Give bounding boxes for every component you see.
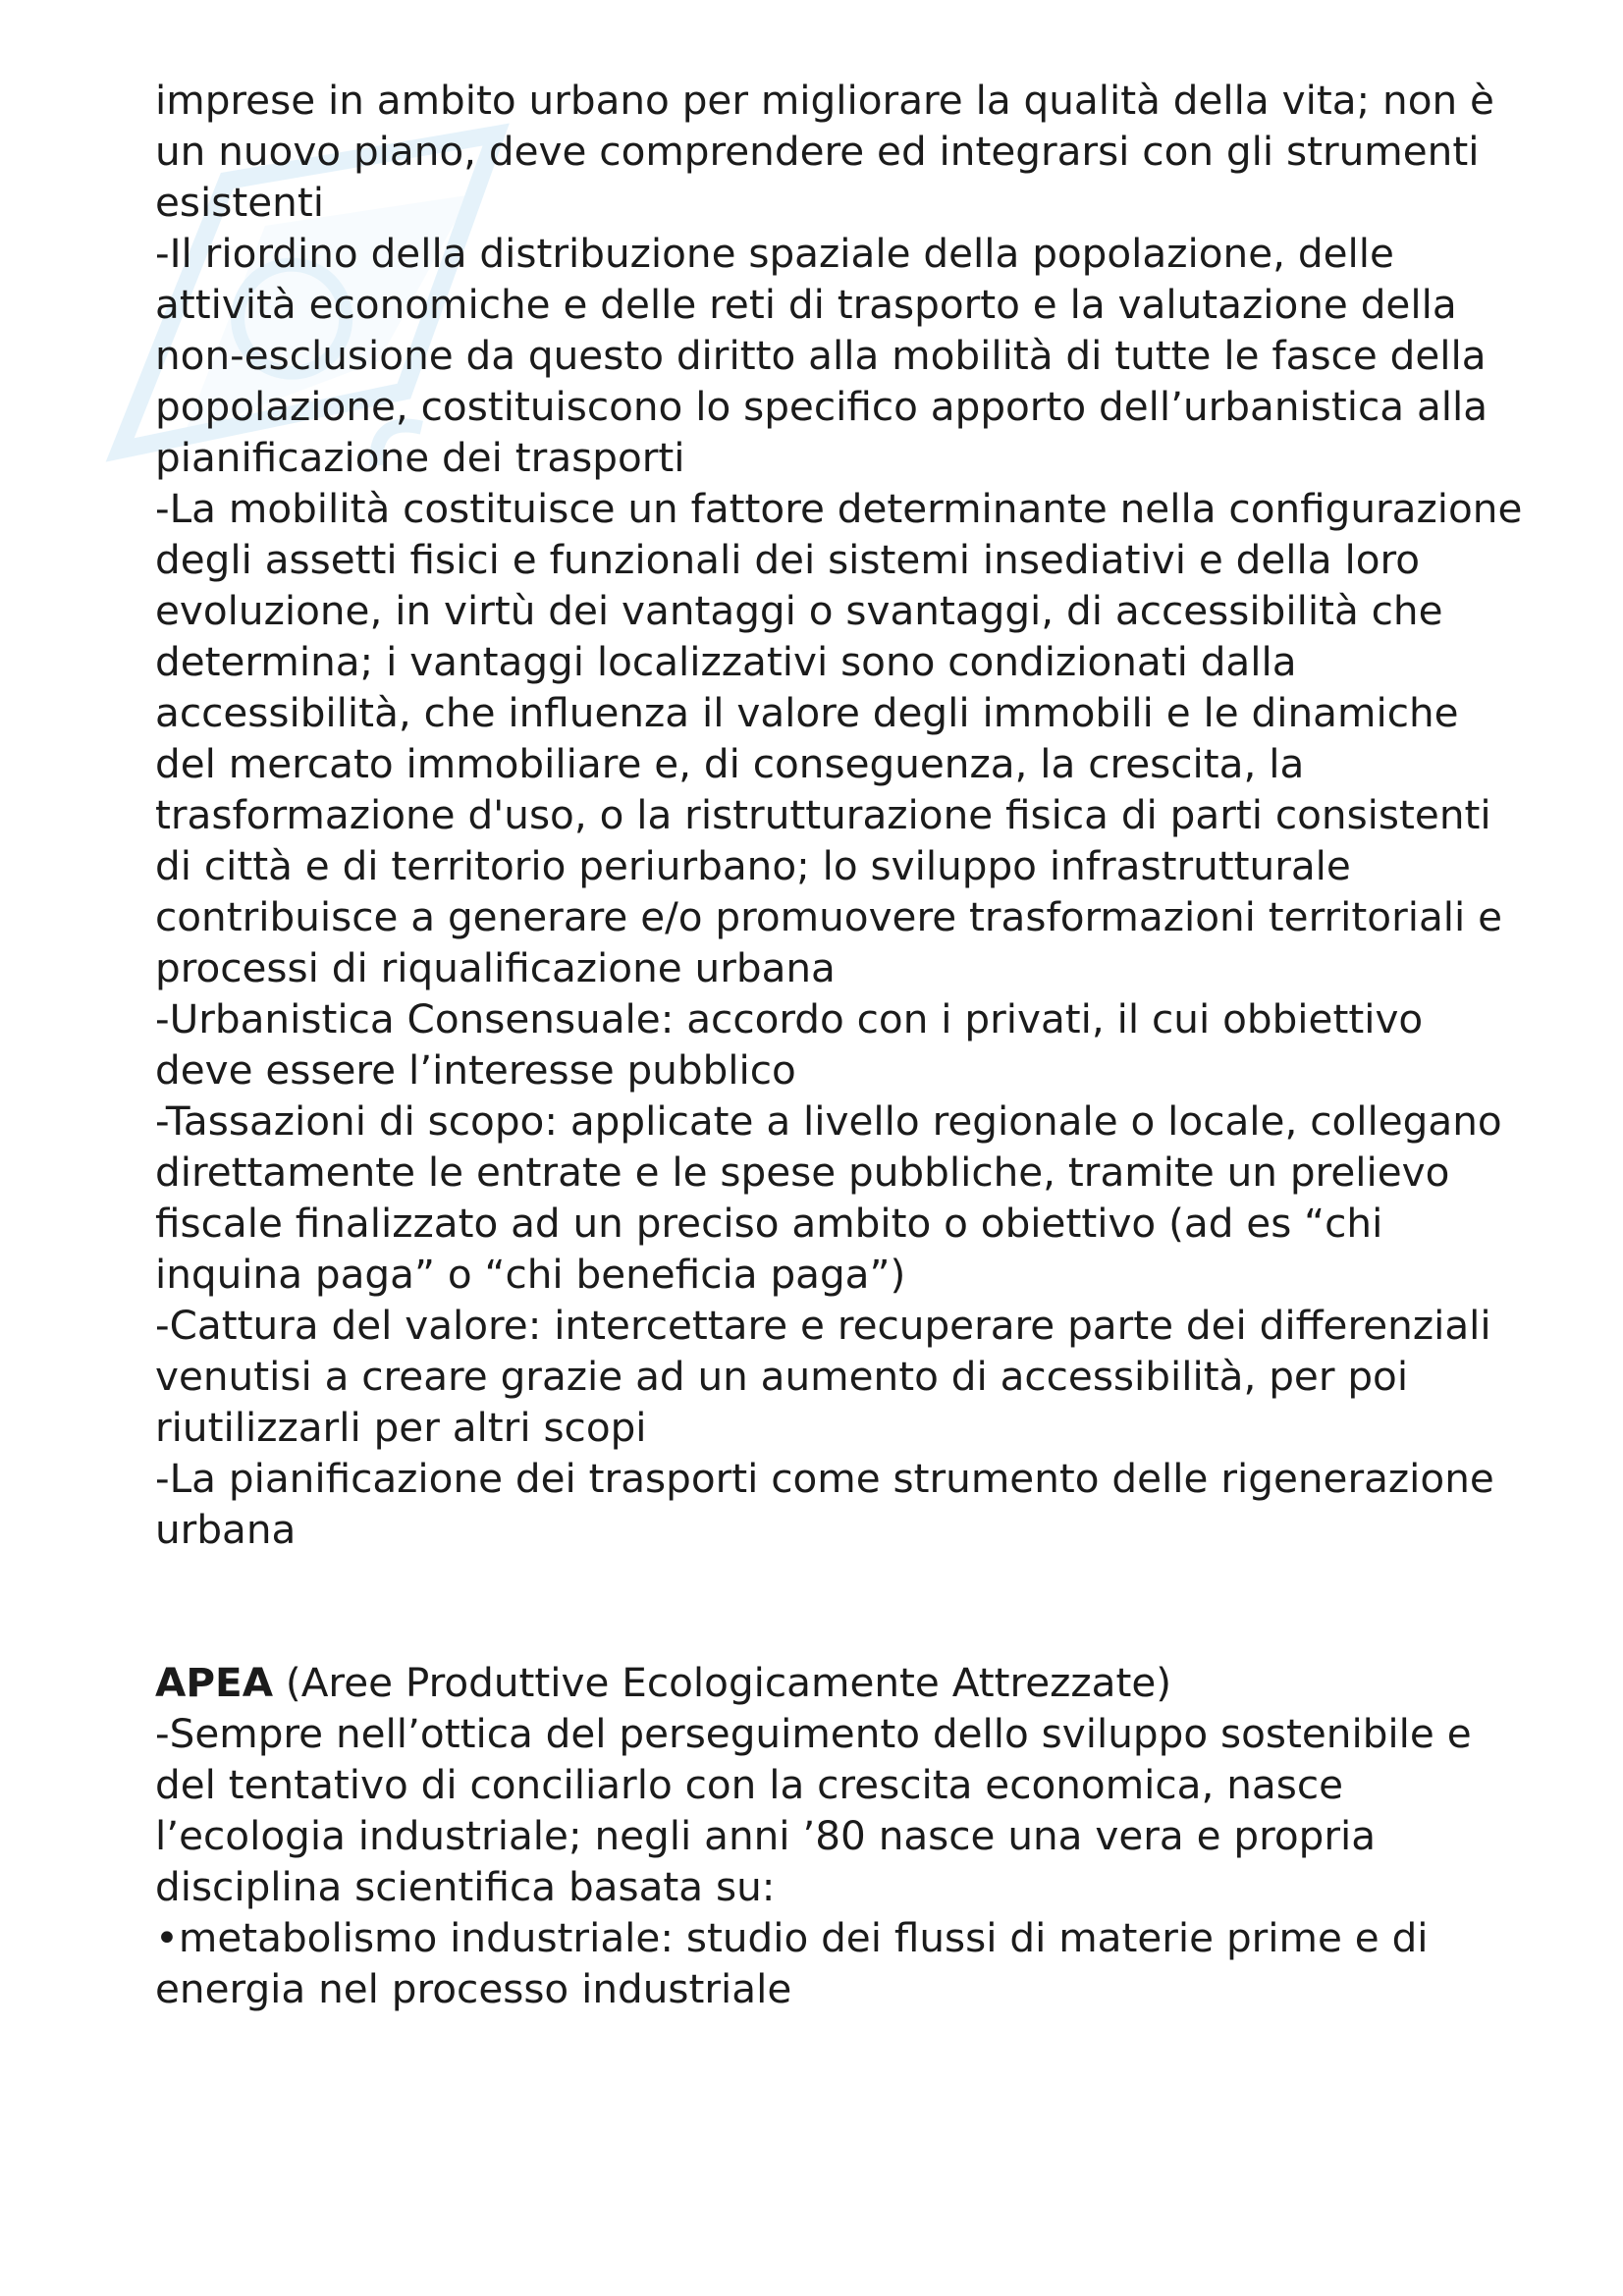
apea-heading: [155, 1657, 1530, 1708]
paragraph-cattura-valore: -Cattura del valore: intercettare e recuperare parte dei differenziali venutisi a creare grazie ad un aumento di accessibilità, per poi riutilizzarli per altri scopi: [155, 1302, 1491, 1451]
document-body: [155, 75, 1530, 2014]
apea-title: APEA: [155, 1659, 274, 1706]
apea-subtitle: (Aree Produttive Ecologicamente Attrezzate): [273, 1659, 1172, 1706]
paragraph-riordino: -Il riordino della distribuzione spaziale della popolazione, delle attività economiche e delle reti di trasporto e la valutazione della non-esclusione da questo diritto alla mobilità di tutte le fasce della popolazione, costituiscono lo specifico apporto dell’urbanistica alla pianificazione dei trasporti: [155, 230, 1488, 481]
paragraph-tassazioni: -Tassazioni di scopo: applicate a livello regionale o locale, collegano direttamente le entrate e le spese pubbliche, tramite un prelievo fiscale finalizzato ad un preciso ambito o obiettivo (ad es “chi inquina paga” o “chi beneficia paga”): [155, 1097, 1502, 1298]
paragraph-mobilita: -La mobilità costituisce un fattore determinante nella configurazione degli assetti fisici e funzionali dei sistemi insediativi e della loro evoluzione, in virtù dei vantaggi o svantaggi, di accessibilità che determina; i vantaggi localizzativi sono condizionati dalla accessibilità, che influenza il valore degli immobili e le dinamiche del mercato immobiliare e, di conseguenza, la crescita, la trasformazione d'uso, o la ristrutturazione fisica di parti consistenti di città e di territorio periurbano; lo sviluppo infrastrutturale contribuisce a generare e/o promuovere trasformazioni territoriali e processi di riqualificazione urbana: [155, 485, 1523, 991]
paragraph-ecologia-industriale: -Sempre nell’ottica del perseguimento dello sviluppo sostenibile e del tentativo di conciliarlo con la crescita economica, nasce l’ecologia industriale; negli anni ’80 nasce una vera e propria disciplina scientifica basata su:: [155, 1710, 1472, 1910]
section-spacer: [155, 1555, 1530, 1657]
paragraph-continuation: imprese in ambito urbano per migliorare la qualità della vita; non è un nuovo piano, deve comprendere ed integrarsi con gli strumenti esistenti: [155, 77, 1494, 226]
paragraph-urbanistica-consensuale: -Urbanistica Consensuale: accordo con i privati, il cui obbiettivo deve essere l’interesse pubblico: [155, 995, 1424, 1094]
paragraph-pianificazione-trasporti: -La pianificazione dei trasporti come strumento delle rigenerazione urbana: [155, 1455, 1494, 1553]
list-item-metabolismo: •metabolismo industriale: studio dei flussi di materie prime e di energia nel processo industriale: [155, 1914, 1429, 2012]
